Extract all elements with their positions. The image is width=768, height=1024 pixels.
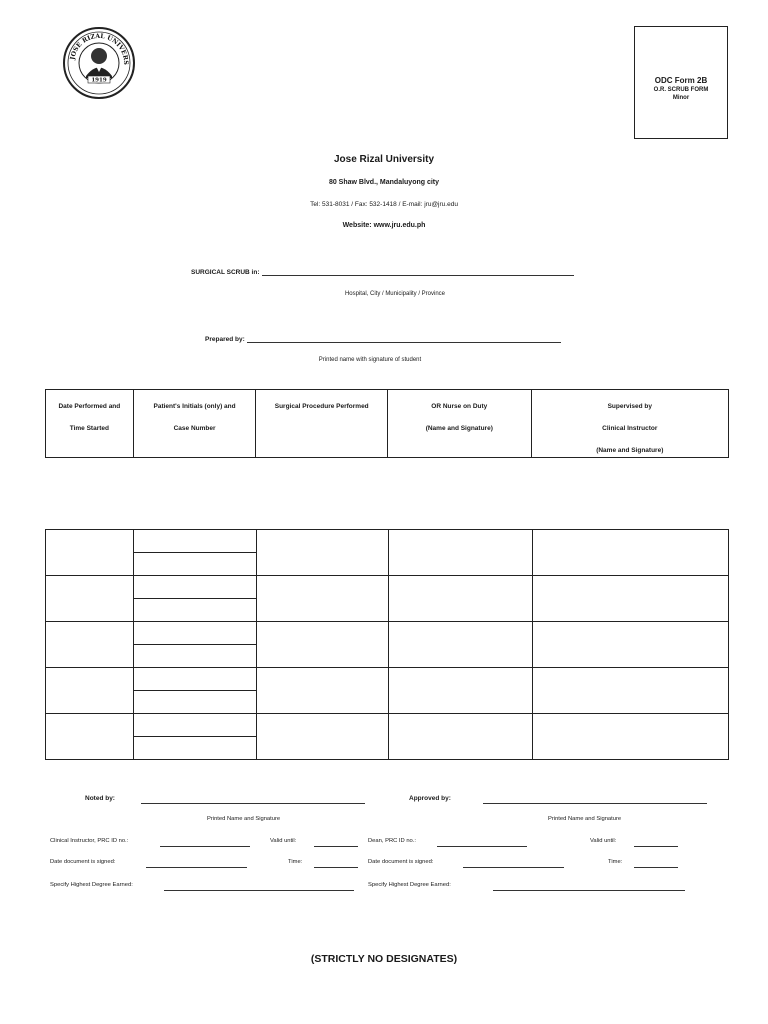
cell-or-nurse[interactable]: [389, 576, 533, 621]
cell-patient-initials[interactable]: [134, 576, 256, 599]
cell-patient-initials[interactable]: [134, 714, 256, 737]
log-table-header: [45, 389, 729, 458]
ci-degree-label: Specify Highest Degree Earned:: [50, 882, 133, 888]
prepared-by-caption: Printed name with signature of student: [318, 357, 422, 363]
cell-supervisor[interactable]: [533, 668, 728, 713]
cell-date[interactable]: [46, 714, 134, 759]
cell-supervisor[interactable]: [533, 530, 728, 575]
surgical-scrub-field[interactable]: [191, 267, 574, 276]
cell-case-number[interactable]: [134, 553, 256, 575]
svg-text:1919: 1919: [91, 77, 107, 84]
cell-supervisor[interactable]: [533, 622, 728, 667]
university-seal: [62, 26, 136, 100]
ci-date-signed-line[interactable]: [146, 867, 247, 868]
surgical-scrub-caption: Hospital, City / Municipality / Province: [344, 291, 446, 297]
prepared-by-label: Prepared by:: [205, 336, 245, 343]
approved-printed-caption: Printed Name and Signature: [548, 816, 622, 822]
header-patient-initials: Patient's Initials (only) and Case Number: [134, 390, 257, 457]
header-surgical-procedure: Surgical Procedure Performed: [256, 390, 388, 457]
table-row: [46, 576, 728, 622]
dean-prc-line[interactable]: [437, 846, 527, 847]
cell-patient: [134, 668, 257, 713]
noted-by-line[interactable]: [141, 803, 365, 804]
prepared-by-line[interactable]: [247, 334, 561, 343]
header-or-nurse: OR Nurse on Duty (Name and Signature): [388, 390, 532, 457]
surgical-scrub-label: SURGICAL SCRUB in:: [191, 269, 260, 276]
ci-date-signed-label: Date document is signed:: [50, 859, 116, 865]
noted-by-label: Noted by:: [85, 795, 115, 802]
cell-patient-initials[interactable]: [134, 668, 256, 691]
surgical-scrub-line[interactable]: [262, 267, 574, 276]
header-supervised-by: Supervised by Clinical Instructor (Name and Signature): [596, 403, 664, 454]
ci-time-label: Time:: [288, 859, 303, 865]
form-code-box: [634, 26, 728, 139]
cell-procedure[interactable]: [257, 576, 389, 621]
dean-degree-line[interactable]: [493, 890, 685, 891]
ci-time-line[interactable]: [314, 867, 358, 868]
cell-case-number[interactable]: [134, 645, 256, 667]
cell-procedure[interactable]: [257, 530, 389, 575]
cell-procedure[interactable]: [257, 668, 389, 713]
cell-patient: [134, 576, 257, 621]
dean-time-label: Time:: [608, 859, 623, 865]
footer-note: (STRICTLY NO DESIGNATES): [310, 953, 458, 965]
dean-date-signed-label: Date document is signed:: [368, 859, 434, 865]
university-website: Website: www.jru.edu.ph: [342, 222, 426, 229]
dean-valid-label: Valid until:: [590, 838, 617, 844]
cell-or-nurse[interactable]: [389, 668, 533, 713]
cell-patient: [134, 530, 257, 575]
ci-valid-label: Valid until:: [270, 838, 297, 844]
cell-patient-initials[interactable]: [134, 622, 256, 645]
noted-printed-caption: Printed Name and Signature: [207, 816, 281, 822]
ci-degree-line[interactable]: [164, 890, 354, 891]
dean-valid-line[interactable]: [634, 846, 678, 847]
table-row: [46, 714, 728, 759]
cell-patient: [134, 622, 257, 667]
form-code: ODC Form 2B: [654, 75, 708, 85]
cell-patient: [134, 714, 257, 759]
form-title: O.R. SCRUB FORM: [653, 86, 709, 93]
university-contact: Tel: 531-8031 / Fax: 532-1418 / E-mail: jru@jru.edu: [310, 201, 458, 208]
cell-procedure[interactable]: [257, 622, 389, 667]
table-row: [46, 530, 728, 576]
ci-valid-line[interactable]: [314, 846, 358, 847]
dean-degree-label: Specify Highest Degree Earned:: [368, 882, 451, 888]
university-address: 80 Shaw Blvd., Mandaluyong city: [328, 179, 440, 186]
ci-prc-label: Clinical Instructor, PRC ID no.:: [50, 838, 129, 844]
cell-case-number[interactable]: [134, 691, 256, 713]
header-date-performed: Date Performed and Time Started: [46, 390, 134, 457]
cell-procedure[interactable]: [257, 714, 389, 759]
cell-date[interactable]: [46, 576, 134, 621]
cell-or-nurse[interactable]: [389, 714, 533, 759]
cell-date[interactable]: [46, 668, 134, 713]
dean-prc-label: Dean, PRC ID no.:: [368, 838, 417, 844]
university-name: Jose Rizal University: [333, 154, 435, 165]
cell-supervisor[interactable]: [533, 576, 728, 621]
svg-text:JOSE RIZAL UNIVERSITY: JOSE RIZAL UNIVERS: [69, 32, 130, 65]
cell-supervisor[interactable]: [533, 714, 728, 759]
form-type: Minor: [672, 94, 690, 101]
dean-date-signed-line[interactable]: [463, 867, 564, 868]
cell-patient-initials[interactable]: [134, 530, 256, 553]
ci-prc-line[interactable]: [160, 846, 250, 847]
cell-or-nurse[interactable]: [389, 530, 533, 575]
table-row: [46, 622, 728, 668]
log-table-body: [45, 529, 729, 760]
cell-case-number[interactable]: [134, 599, 256, 621]
seal-logo-icon: [62, 26, 136, 100]
approved-by-label: Approved by:: [409, 795, 451, 802]
cell-date[interactable]: [46, 622, 134, 667]
table-row: [46, 668, 728, 714]
prepared-by-field[interactable]: [205, 334, 561, 343]
cell-or-nurse[interactable]: [389, 622, 533, 667]
cell-date[interactable]: [46, 530, 134, 575]
approved-by-line[interactable]: [483, 803, 707, 804]
cell-case-number[interactable]: [134, 737, 256, 759]
dean-time-line[interactable]: [634, 867, 678, 868]
